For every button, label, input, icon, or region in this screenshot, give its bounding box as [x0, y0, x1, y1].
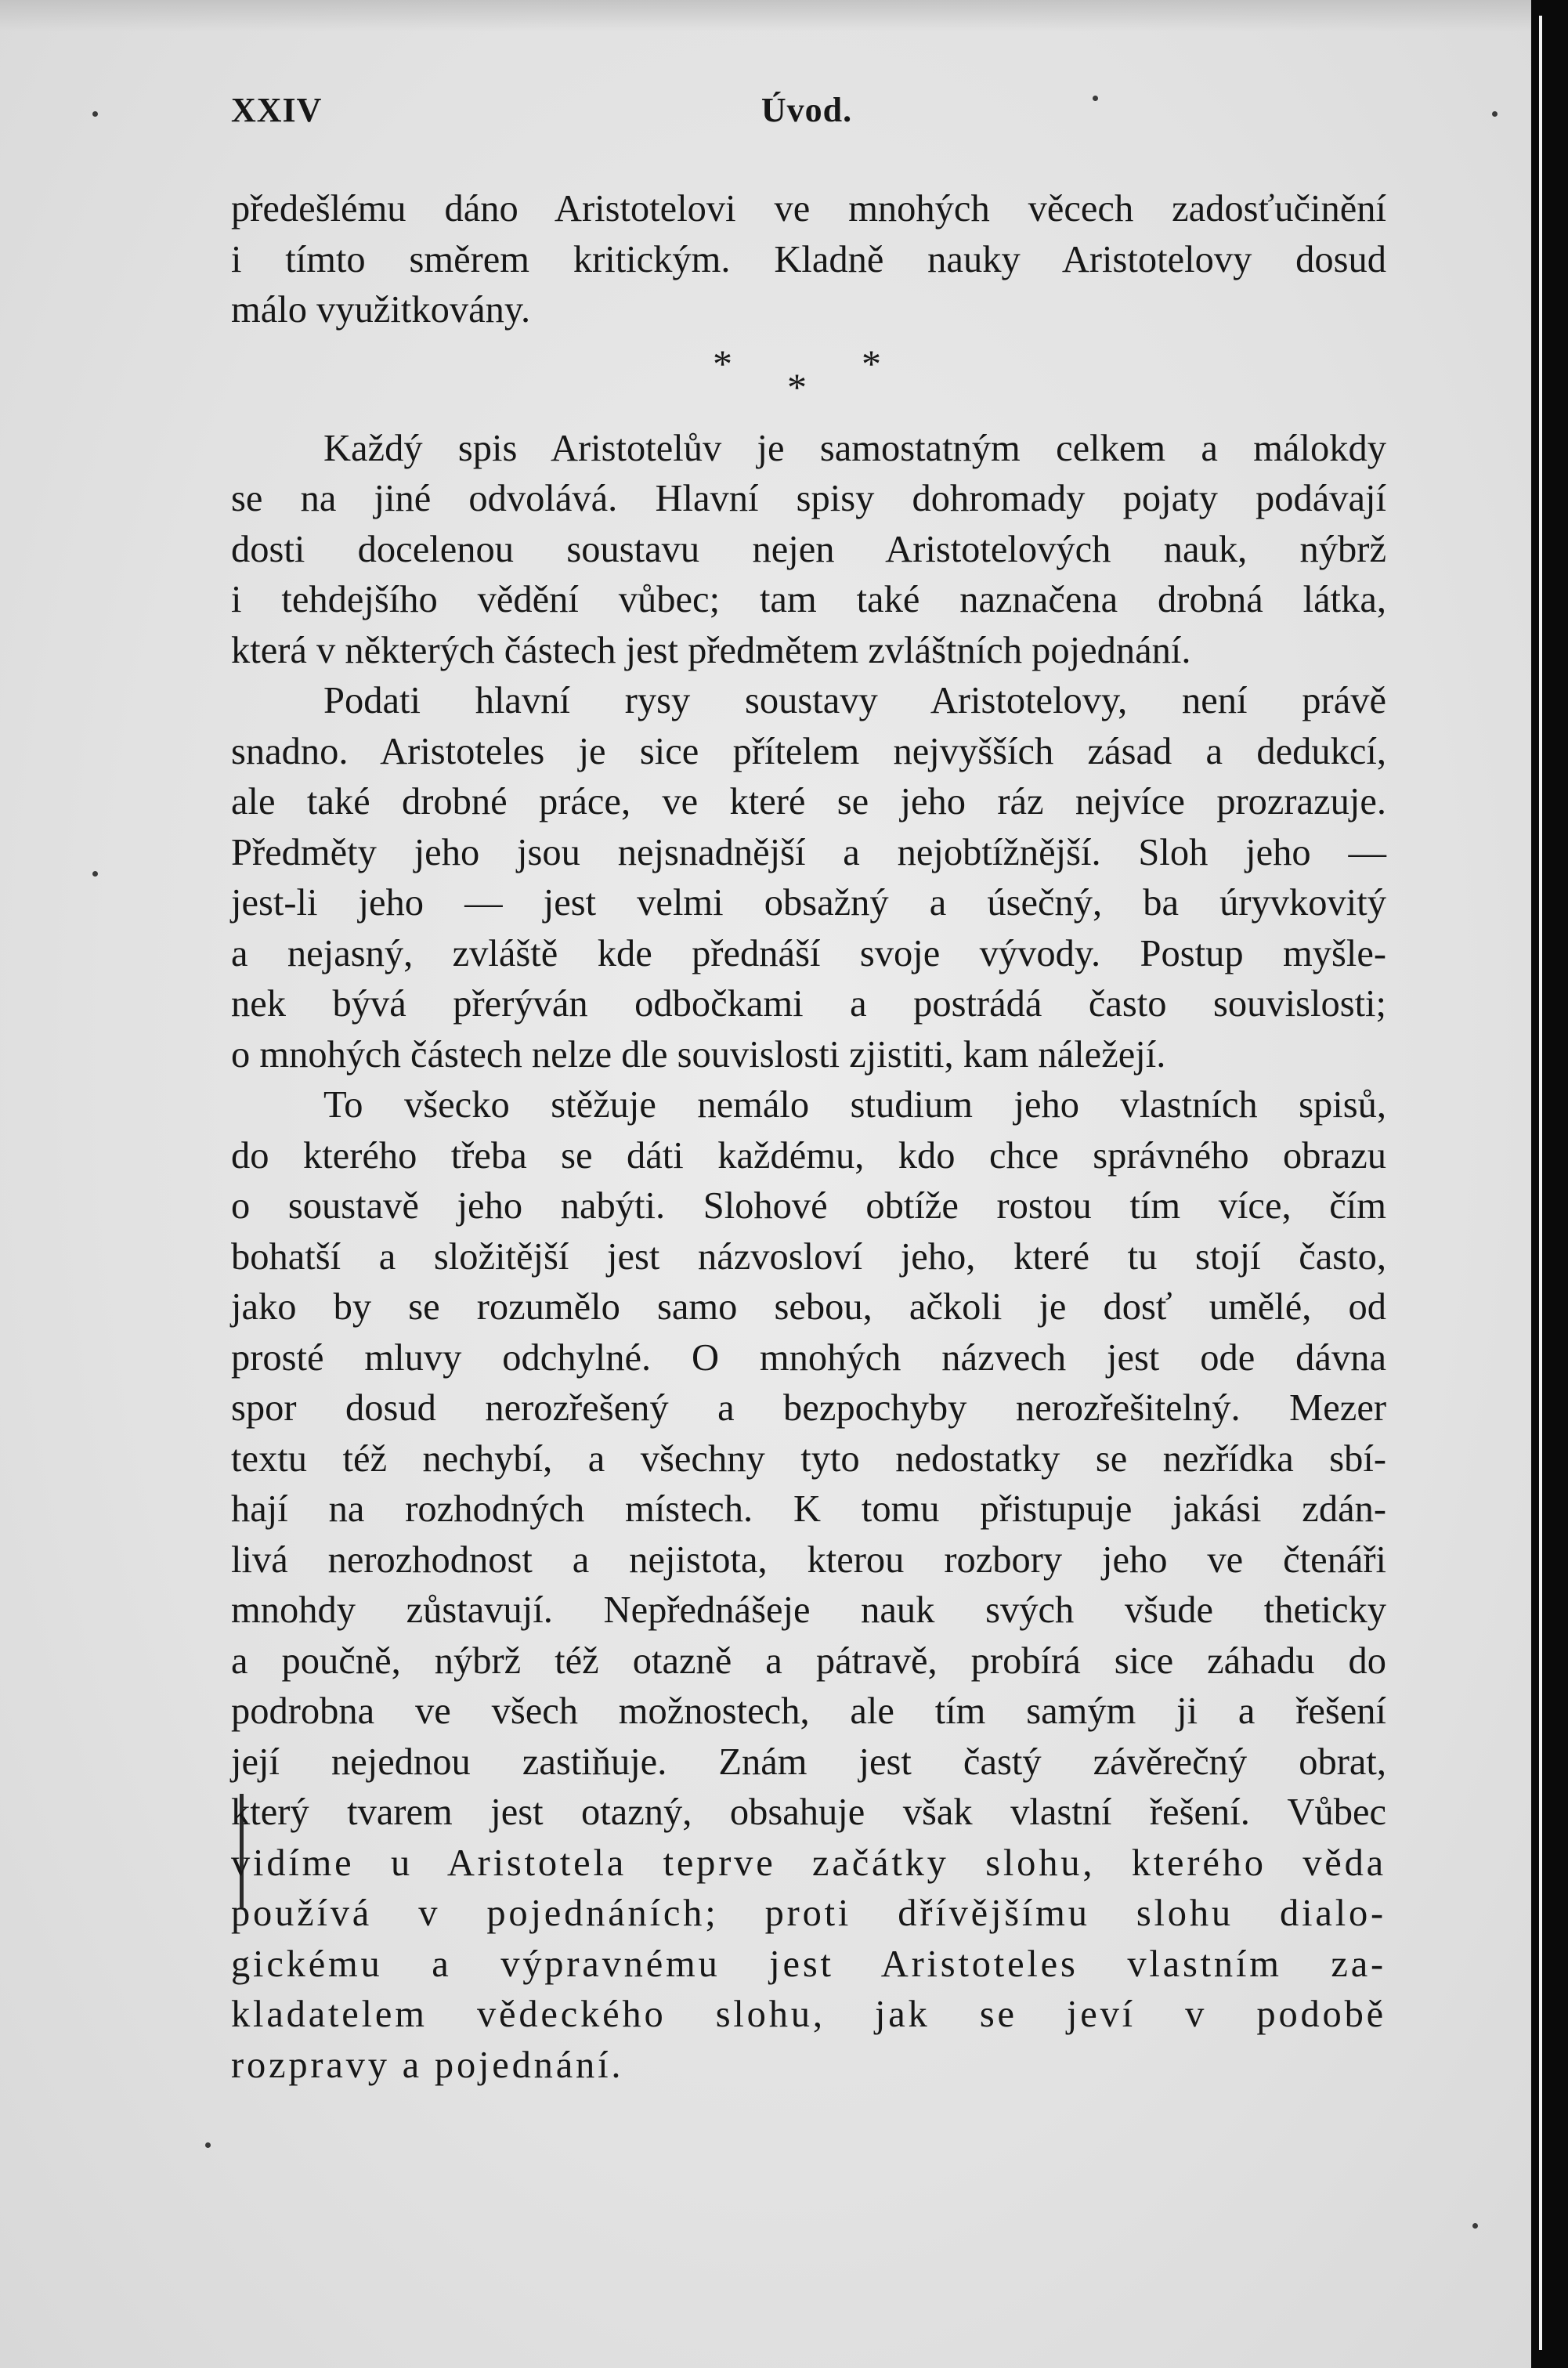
text-line: nek bývá přerýván odbočkami a postrádá často souvislosti; — [231, 983, 1386, 1025]
section-title: Úvod. — [761, 91, 853, 129]
text-line: který tvarem jest otazný, obsahuje však vlastní řešení. Vůbec — [231, 1791, 1386, 1833]
text-line: mnohdy zůstavují. Nepřednášeje nauk svých všude theticky — [231, 1589, 1386, 1631]
text-line: Podati hlavní rysy soustavy Aristotelovy, není právě — [323, 680, 1386, 721]
text-line: málo využitkovány. — [231, 289, 531, 331]
text-line: jest-li jeho — jest velmi obsažný a úsečný, ba úryvkovitý — [231, 882, 1386, 924]
text-line-spaced: kladatelem vědeckého slohu, jak se jeví v podobě — [231, 1994, 1386, 2035]
text-line: prosté mluvy odchylné. O mnohých názvech jest ode dávna — [231, 1336, 1386, 1379]
text-line: o soustavě jeho nabýti. Slohové obtíže rostou tím více, čím — [231, 1185, 1386, 1227]
text-line: textu též nechybí, a všechny tyto nedostatky se nezřídka sbí- — [231, 1437, 1386, 1480]
scan-edge-highlight — [1539, 16, 1542, 2350]
separator-star: * — [787, 364, 807, 409]
scan-top-shadow — [0, 0, 1531, 31]
text-line: livá nerozhodnost a nejistota, kterou rozbory jeho ve čtenáři — [231, 1538, 1386, 1581]
scan-speck — [1492, 111, 1498, 117]
separator-star: * — [862, 341, 881, 385]
text-line: i tímto směrem kritickým. Kladně nauky Aristotelovy dosud — [231, 238, 1386, 280]
text-line: a poučně, nýbrž též otazně a pátravě, probírá sice záhadu do — [231, 1640, 1386, 1682]
text-line-spaced: používá v pojednáních; proti dřívějšímu slohu dialo- — [231, 1893, 1386, 1934]
text-line: jako by se rozumělo samo sebou, ačkoli je dosť umělé, od — [231, 1286, 1386, 1328]
text-line: o mnohých částech nelze dle souvislosti zjistiti, kam náležejí. — [231, 1033, 1166, 1076]
running-head — [231, 90, 1414, 137]
scan-speck — [205, 2142, 211, 2148]
text-line: dosti docelenou soustavu nejen Aristotelových nauk, nýbrž — [231, 528, 1386, 570]
text-line: do kterého třeba se dáti každému, kdo chce správného obrazu — [231, 1134, 1386, 1177]
body-text — [231, 184, 1386, 2091]
text-line-spaced: gickému a výpravnému jest Aristoteles vlastním za- — [231, 1943, 1386, 1985]
text-line-spaced: rozpravy a pojednání. — [231, 2044, 624, 2086]
scan-speck — [92, 871, 98, 877]
section-separator — [231, 336, 1386, 424]
text-line-spaced: vidíme u Aristotela teprve začátky slohu, kterého věda — [231, 1842, 1386, 1884]
text-line: hají na rozhodných místech. K tomu přistupuje jakási zdán- — [231, 1488, 1386, 1530]
paragraph — [231, 676, 1386, 1080]
paragraph — [231, 1080, 1386, 2091]
text-line: Každý spis Aristotelův je samostatným celkem a málokdy — [323, 427, 1386, 469]
text-line: To všecko stěžuje nemálo studium jeho vlastních spisů, — [323, 1084, 1386, 1126]
scan-dark-edge — [1531, 0, 1568, 2368]
scan-speck — [92, 111, 98, 117]
text-line: předešlému dáno Aristotelovi ve mnohých věcech zadosťučinění — [231, 188, 1386, 230]
text-line: snadno. Aristoteles je sice přítelem nejvyšších zásad a dedukcí, — [231, 730, 1386, 772]
text-line: ale také drobné práce, ve které se jeho ráz nejvíce prozrazuje. — [231, 781, 1386, 822]
text-line: podrobna ve všech možnostech, ale tím samým ji a řešení — [231, 1690, 1386, 1732]
scan-speck — [1472, 2223, 1478, 2229]
page-number: XXIV — [231, 91, 323, 129]
separator-star: * — [713, 341, 732, 385]
text-line: která v některých částech jest předmětem zvláštních pojednání. — [231, 629, 1191, 671]
paragraph — [231, 424, 1386, 677]
text-line: její nejednou zastiňuje. Znám jest častý závěrečný obrat, — [231, 1741, 1386, 1783]
text-line: i tehdejšího vědění vůbec; tam také naznačena drobná látka, — [231, 579, 1386, 620]
text-line: spor dosud nerozřešený a bezpochyby nerozřešitelný. Mezer — [231, 1387, 1386, 1429]
text-line: a nejasný, zvláště kde přednáší svoje vývody. Postup myšle- — [231, 932, 1386, 974]
paragraph-continued — [231, 184, 1386, 336]
text-line: bohatší a složitější jest názvosloví jeho, které tu stojí často, — [231, 1235, 1386, 1278]
text-line: se na jiné odvolává. Hlavní spisy dohromady pojaty podávají — [231, 478, 1386, 519]
text-line: Předměty jeho jsou nejsnadnější a nejobtížnější. Sloh jeho — — [231, 831, 1386, 873]
